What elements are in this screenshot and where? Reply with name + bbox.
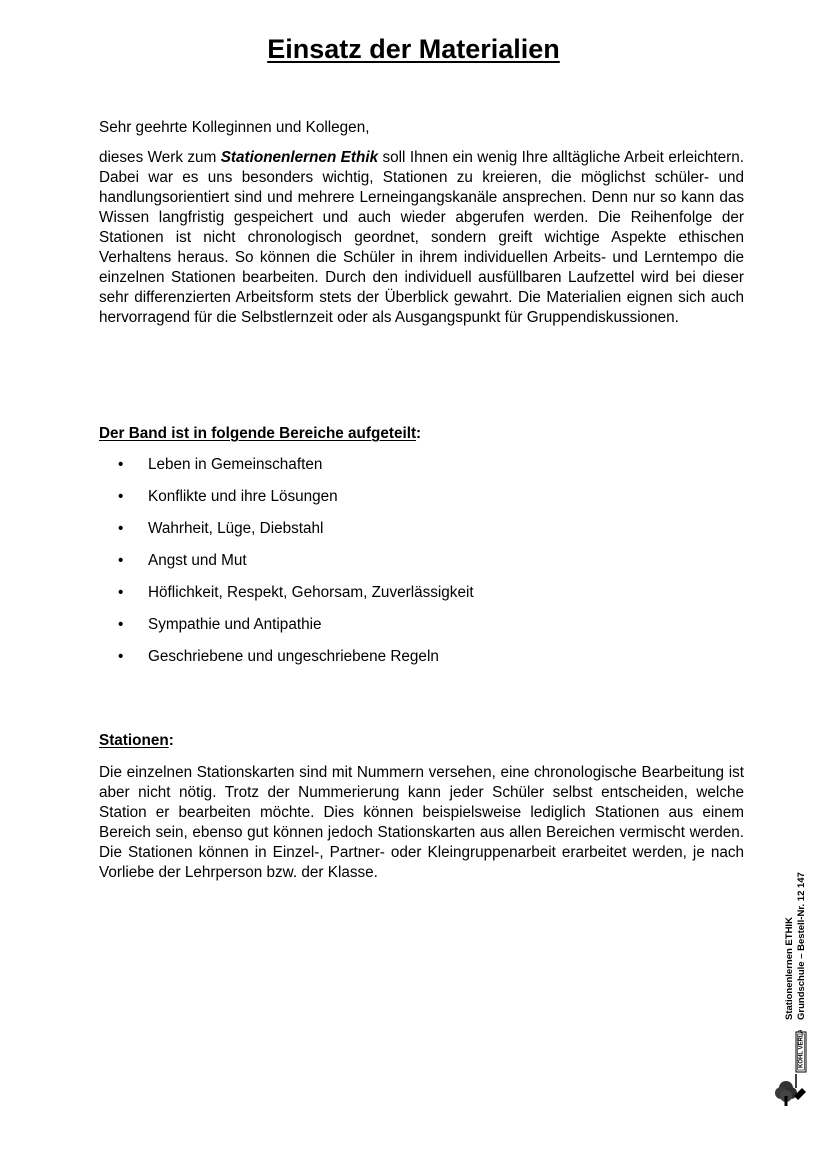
bullet-icon: • — [118, 456, 124, 473]
logo-tree — [775, 1074, 806, 1106]
stationen-heading-colon: : — [168, 732, 174, 749]
list-item-text: Sympathie und Antipathie — [148, 616, 322, 633]
list-item — [99, 583, 744, 615]
list-item — [99, 455, 744, 487]
bullet-icon: • — [118, 520, 124, 537]
page-title: Einsatz der Materialien — [267, 34, 560, 64]
list-item-text: Geschriebene und ungeschriebene Regeln — [148, 648, 439, 665]
intro-text-before: dieses Werk zum — [99, 149, 221, 166]
logo-text: KOHL VERLAG — [798, 1030, 805, 1068]
bullet-icon: • — [118, 616, 124, 633]
band-heading-colon: : — [416, 425, 422, 442]
list-item — [99, 647, 744, 679]
list-item-text: Konflikte und ihre Lösungen — [148, 488, 338, 505]
band-section-heading — [99, 424, 744, 444]
sidebar-line-order: Grundschule – Bestell-Nr. 12 147 — [796, 872, 807, 1020]
bullet-icon: • — [118, 648, 124, 665]
list-item — [99, 487, 744, 519]
list-item-text: Höflichkeit, Respekt, Gehorsam, Zuverlässigkeit — [148, 584, 474, 601]
intro-text-after: soll Ihnen ein wenig Ihre alltägliche Arbeit erleichtern. Dabei war es uns besonders wichtig, Stationen zu kreieren, die möglichst schüler- und handlungsorientiert sind und mehrere Lerneingangskanäle ansprechen. Denn nur so kann das Wissen langfristig gespeichert und auch wieder abgerufen werden. Die Reihenfolge der Stationen ist nicht chronologisch geordnet, sondern greift wichtige Aspekte ethischen Verhaltens heraus. So können die Schüler in ihrem individuellen Arbeits- und Lerntempo die einzelnen Stationen bearbeiten. Durch den individuell ausfüllbaren Laufzettel wird bei dieser sehr differenzierten Arbeitsform stets der Überblick gewahrt. Die Materialien eignen sich auch hervorragend für die Selbstlernzeit oder als Ausgangspunkt für Gruppendiskussionen. — [99, 149, 744, 326]
list-item-text: Leben in Gemeinschaften — [148, 456, 323, 473]
list-item — [99, 551, 744, 583]
intro-emphasis: Stationenlernen Ethik — [220, 149, 379, 166]
topic-list — [99, 455, 744, 679]
bullet-icon: • — [118, 552, 124, 569]
list-item-text: Wahrheit, Lüge, Diebstahl — [148, 520, 324, 537]
stationen-section-heading — [99, 731, 744, 751]
bullet-icon: • — [118, 584, 124, 601]
sidebar-line-title: Stationenlernen ETHIK — [784, 917, 795, 1020]
publisher-logo — [772, 1030, 814, 1110]
sidebar-caption — [784, 820, 808, 1020]
intro-paragraph — [99, 148, 744, 328]
salutation: Sehr geehrte Kolleginnen und Kollegen, — [99, 119, 370, 136]
list-item — [99, 519, 744, 551]
bullet-icon: • — [118, 488, 124, 505]
stationen-paragraph: Die einzelnen Stationskarten sind mit Nummern versehen, eine chronologische Bearbeitung ist aber nicht nötig. Trotz der Nummerierung kann jeder Schüler selbst entscheiden, welche Station er bearbeiten möchte. Dies können beispielsweise lediglich Stationen aus einem Bereich sein, ebenso gut können jedoch Stationskarten aus allen Bereichen vermischt werden. Die Stationen können in Einzel-, Partner- oder Kleingruppenarbeit erarbeitet werden, je nach Vorliebe der Lehrperson bzw. der Klasse. — [99, 764, 744, 881]
list-item — [99, 615, 744, 647]
list-item-text: Angst und Mut — [148, 552, 247, 569]
stationen-heading-text: Stationen — [99, 732, 169, 749]
band-heading-text: Der Band ist in folgende Bereiche aufgeteilt — [99, 425, 417, 442]
logo-box — [796, 1030, 806, 1072]
tree-logo-icon — [772, 1030, 814, 1110]
